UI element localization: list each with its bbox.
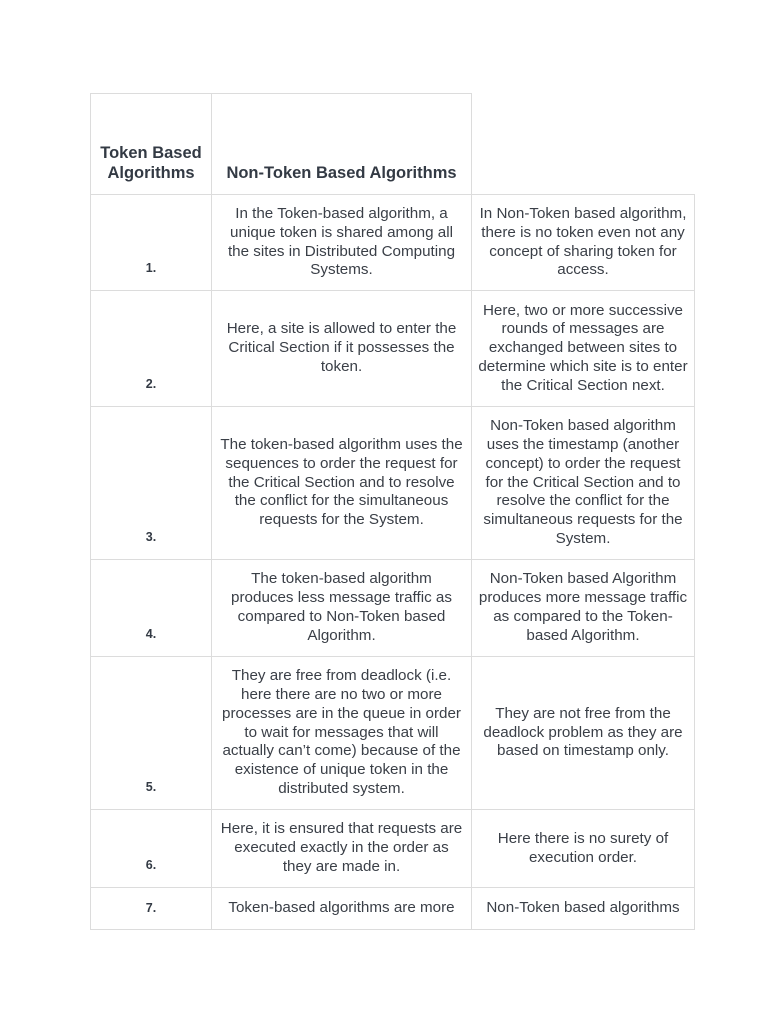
header-empty-cell	[472, 94, 695, 195]
non-token-cell: Non-Token based Algorithm produces more message traffic as compared to the Token-based Algorithm.	[472, 560, 695, 657]
table-row	[91, 810, 695, 888]
header-token-based: Token Based Algorithms	[91, 94, 212, 195]
non-token-cell: Here, two or more successive rounds of messages are exchanged between sites to determine which site is to enter the Critical Section next.	[472, 291, 695, 407]
token-cell: In the Token-based algorithm, a unique token is shared among all the sites in Distributed Computing Systems.	[212, 195, 472, 291]
table-row	[91, 291, 695, 407]
token-cell: They are free from deadlock (i.e. here there are no two or more processes are in the queue in order to wait for messages that will actually can’t come) because of the existence of unique token in the distributed system.	[212, 657, 472, 810]
row-number: 4.	[91, 560, 212, 657]
row-number: 7.	[91, 888, 212, 930]
table-row	[91, 888, 695, 930]
comparison-table	[90, 93, 695, 930]
token-cell: Token-based algorithms are more	[212, 888, 472, 930]
non-token-cell: Here there is no surety of execution order.	[472, 810, 695, 888]
token-cell: Here, a site is allowed to enter the Critical Section if it possesses the token.	[212, 291, 472, 407]
non-token-cell: They are not free from the deadlock problem as they are based on timestamp only.	[472, 657, 695, 810]
non-token-cell: Non-Token based algorithms	[472, 888, 695, 930]
table-row	[91, 657, 695, 810]
table-header-row	[91, 94, 695, 195]
token-cell: The token-based algorithm produces less message traffic as compared to Non-Token based Algorithm.	[212, 560, 472, 657]
row-number: 6.	[91, 810, 212, 888]
token-cell: Here, it is ensured that requests are executed exactly in the order as they are made in.	[212, 810, 472, 888]
table-row	[91, 560, 695, 657]
row-number: 1.	[91, 195, 212, 291]
non-token-cell: Non-Token based algorithm uses the timestamp (another concept) to order the request for the Critical Section and to resolve the conflict for the simultaneous requests for the System.	[472, 407, 695, 560]
row-number: 2.	[91, 291, 212, 407]
row-number: 5.	[91, 657, 212, 810]
header-non-token-based: Non-Token Based Algorithms	[212, 94, 472, 195]
token-cell: The token-based algorithm uses the sequences to order the request for the Critical Section and to resolve the conflict for the simultaneous requests for the System.	[212, 407, 472, 560]
table-row	[91, 195, 695, 291]
row-number: 3.	[91, 407, 212, 560]
table-row	[91, 407, 695, 560]
non-token-cell: In Non-Token based algorithm, there is no token even not any concept of sharing token for access.	[472, 195, 695, 291]
